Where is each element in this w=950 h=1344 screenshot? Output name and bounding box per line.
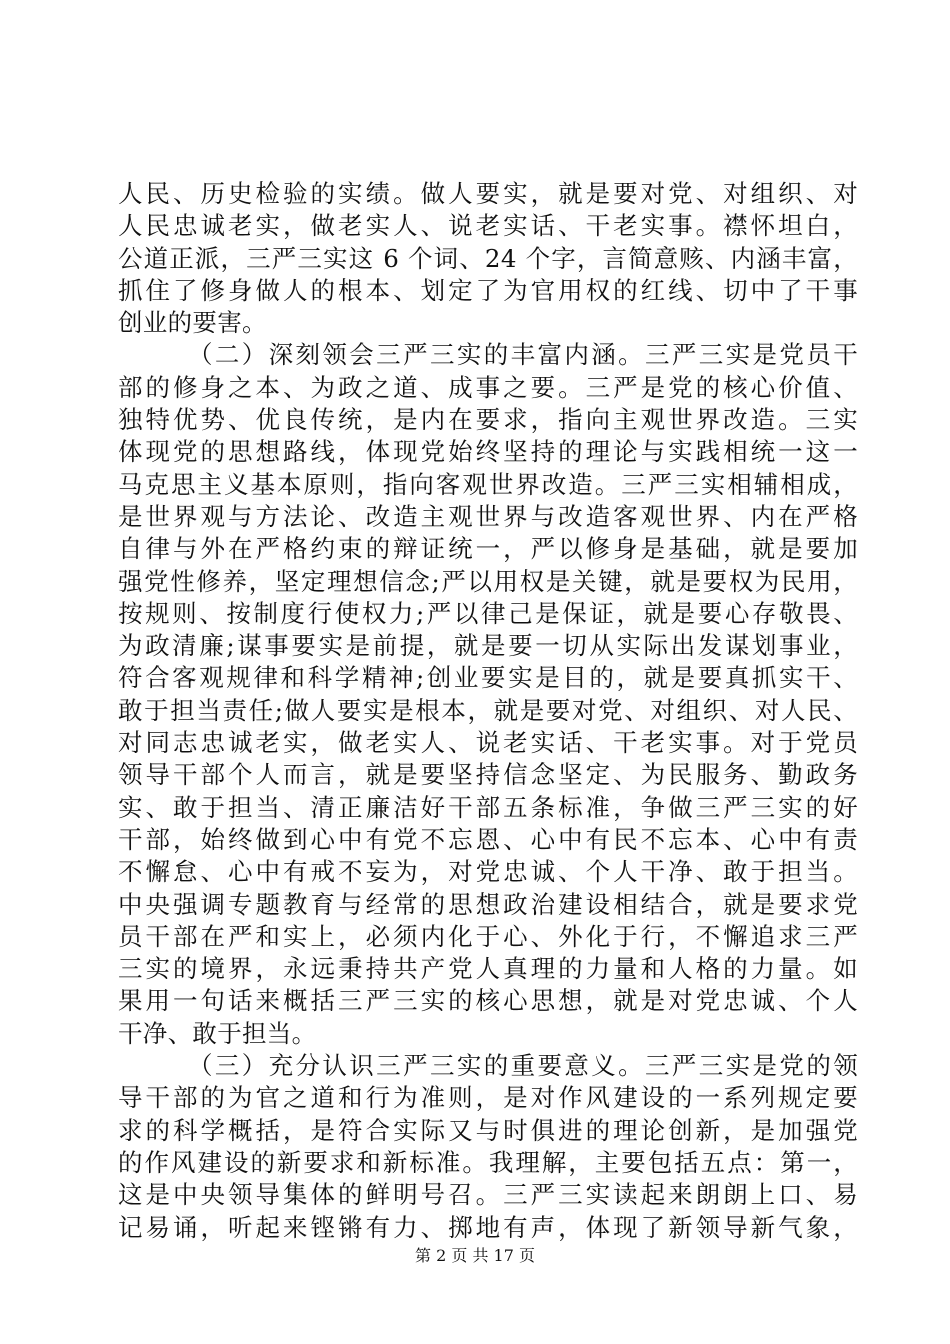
text-line: 领导干部个人而言，就是要坚持信念坚定、为民服务、勤政务 xyxy=(118,760,858,790)
text-line: 的作风建设的新要求和新标准。我理解，主要包括五点：第一， xyxy=(118,1147,858,1177)
text-line: 强党性修养，坚定理想信念;严以用权是关键，就是要权为民用， xyxy=(118,566,858,596)
text-line: 中央强调专题教育与经常的思想政治建设相结合，就是要求党 xyxy=(118,889,858,919)
text-line: 公道正派，三严三实这 6 个词、24 个字，言简意赅、内涵丰富， xyxy=(118,243,858,273)
text-line: 马克思主义基本原则，指向客观世界改造。三严三实相辅相成， xyxy=(118,469,858,499)
text-line: 员干部在严和实上，必须内化于心、外化于行，不懈追求三严 xyxy=(118,921,858,951)
text-line: 创业的要害。 xyxy=(118,308,267,338)
text-line: 三实的境界，永远秉持共产党人真理的力量和人格的力量。如 xyxy=(118,954,858,984)
text-line: （二）深刻领会三严三实的丰富内涵。三严三实是党员干 xyxy=(188,340,858,370)
body-text xyxy=(118,178,858,1244)
text-line: 这是中央领导集体的鲜明号召。三严三实读起来朗朗上口、易 xyxy=(118,1180,858,1210)
text-line: 按规则、按制度行使权力;严以律己是保证，就是要心存敬畏、 xyxy=(118,598,858,628)
text-line: 敢于担当责任;做人要实是根本，就是要对党、对组织、对人民、 xyxy=(118,695,858,725)
text-line: （三）充分认识三严三实的重要意义。三严三实是党的领 xyxy=(188,1051,858,1081)
text-line: 对同志忠诚老实，做老实人、说老实话、干老实事。对于党员 xyxy=(118,728,858,758)
text-line: 实、敢于担当、清正廉洁好干部五条标准，争做三严三实的好 xyxy=(118,792,858,822)
text-line: 记易诵，听起来铿锵有力、掷地有声，体现了新领导新气象， xyxy=(118,1212,858,1242)
text-line: 自律与外在严格约束的辩证统一，严以修身是基础，就是要加 xyxy=(118,534,858,564)
text-line: 干部，始终做到心中有党不忘恩、心中有民不忘本、心中有责 xyxy=(118,824,858,854)
text-line: 人民、历史检验的实绩。做人要实，就是要对党、对组织、对 xyxy=(118,179,858,208)
text-line: 抓住了修身做人的根本、划定了为官用权的红线、切中了干事 xyxy=(118,275,858,305)
text-line: 人民忠诚老实，做老实人、说老实话、干老实事。襟怀坦白， xyxy=(118,211,858,241)
text-line: 是世界观与方法论、改造主观世界与改造客观世界、内在严格 xyxy=(118,501,858,531)
text-line: 独特优势、优良传统，是内在要求，指向主观世界改造。三实 xyxy=(118,405,858,435)
text-line: 导干部的为官之道和行为准则，是对作风建设的一系列规定要 xyxy=(118,1083,858,1113)
text-line: 为政清廉;谋事要实是前提，就是要一切从实际出发谋划事业， xyxy=(118,631,858,661)
text-line: 求的科学概括，是符合实际又与时俱进的理论创新，是加强党 xyxy=(118,1115,858,1145)
text-line: 符合客观规律和科学精神;创业要实是目的，就是要真抓实干、 xyxy=(118,663,858,693)
text-line: 部的修身之本、为政之道、成事之要。三严是党的核心价值、 xyxy=(118,372,858,402)
text-line: 干净、敢于担当。 xyxy=(118,1018,317,1048)
page-number-footer: 第 2 页 共 17 页 xyxy=(415,1246,535,1265)
text-line: 体现党的思想路线，体现党始终坚持的理论与实践相统一这一 xyxy=(118,437,858,467)
text-line: 果用一句话来概括三严三实的核心思想，就是对党忠诚、个人 xyxy=(118,986,858,1016)
text-line: 不懈怠、心中有戒不妄为，对党忠诚、个人干净、敢于担当。 xyxy=(118,857,858,887)
